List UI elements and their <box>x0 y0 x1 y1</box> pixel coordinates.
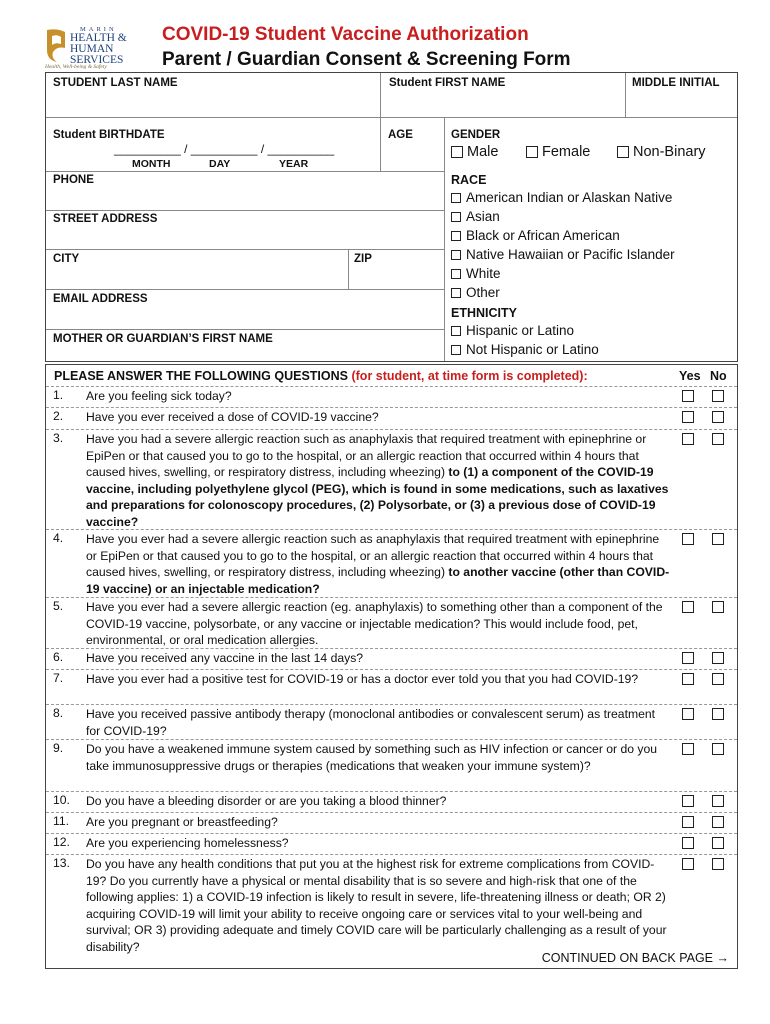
question-text: Have you ever had a severe allergic reaction (eg. anaphylaxis) to something other than a component of the COVID-19 vaccine, polysorbate, or any vaccine or injectable medication? This would include food, pet, environmental, or oral medication allergies. <box>86 600 663 647</box>
checkbox-icon[interactable] <box>451 212 461 222</box>
logo-tagline: Health, Well-being & Safety <box>45 64 107 70</box>
no-checkbox[interactable] <box>712 743 724 755</box>
divider <box>46 210 444 211</box>
birthdate-field[interactable]: Student BIRTHDATE <box>53 129 165 141</box>
last-name-field[interactable]: STUDENT LAST NAME <box>53 77 178 89</box>
checkbox-icon[interactable] <box>451 326 461 336</box>
question-text: Do you have a bleeding disorder or are you taking a blood thinner? <box>86 794 447 808</box>
question-text: Are you feeling sick today? <box>86 389 232 403</box>
question-text: Do you have any health conditions that put you at the highest risk for extreme complications from COVID-19? Do you currently have a physical or mental disability that is so severe and high-risk that one of the following applies: 1) a COVID-19 infection is likely to result in severe, life-threatening illness or death; OR 2) acquiring COVID-19 will limit your ability to receive ongoing care or services vital to your well-being and survival; OR 3) providing adequate and timely COVID care will be particularly challenging as a result of your disability? <box>86 857 667 954</box>
question-number: 4. <box>53 531 64 545</box>
no-checkbox[interactable] <box>712 390 724 402</box>
question-number: 5. <box>53 599 64 613</box>
race-option[interactable] <box>451 209 500 224</box>
question-text <box>86 531 672 597</box>
gender-label: GENDER <box>451 129 501 141</box>
gender-option-male[interactable] <box>451 144 498 160</box>
ethnicity-label: ETHNICITY <box>451 306 517 320</box>
street-address-field[interactable]: STREET ADDRESS <box>53 213 158 225</box>
yes-checkbox[interactable] <box>682 433 694 445</box>
checkbox-icon[interactable] <box>617 146 629 158</box>
yes-checkbox[interactable] <box>682 795 694 807</box>
question-row <box>46 429 737 529</box>
question-text: Have you ever received a dose of COVID-19 vaccine? <box>86 410 379 424</box>
divider <box>46 329 444 330</box>
question-text: Do you have a weakened immune system caused by something such as HIV infection or cancer or do you take immunosuppressive drugs or therapies (medications that weaken your immune system)? <box>86 742 658 773</box>
yes-checkbox[interactable] <box>682 743 694 755</box>
first-name-field[interactable]: Student FIRST NAME <box>389 77 506 89</box>
no-checkbox[interactable] <box>712 837 724 849</box>
no-checkbox[interactable] <box>712 708 724 720</box>
logo-marin: MARIN <box>80 26 117 33</box>
email-field[interactable]: EMAIL ADDRESS <box>53 293 148 305</box>
race-option-label: Native Hawaiian or Pacific Islander <box>466 247 675 262</box>
year-label: YEAR <box>279 158 309 170</box>
ethnicity-option-label: Not Hispanic or Latino <box>466 342 599 357</box>
question-text-main: Have you ever had a severe allergic reaction such as anaphylaxis that required treatment with epinephrine or EpiPen or that caused you to go to the hospital, or an allergic reaction that occurred within 4 hours that caused hives, swelling, or respiratory distress, including wheezing) <box>86 532 660 579</box>
question-text: Have you ever had a positive test for COVID-19 or has a doctor ever told you that you had COVID-19? <box>86 672 639 686</box>
form-title: COVID-19 Student Vaccine Authorization <box>162 24 529 45</box>
race-label: RACE <box>451 173 487 187</box>
zip-field[interactable]: ZIP <box>354 253 372 265</box>
questions-header-text: PLEASE ANSWER THE FOLLOWING QUESTIONS <box>54 369 348 383</box>
gender-option-label: Female <box>542 144 591 160</box>
middle-initial-field[interactable]: MIDDLE INITIAL <box>632 77 720 89</box>
question-row <box>46 597 737 648</box>
race-option[interactable] <box>451 190 672 205</box>
question-row <box>46 648 737 669</box>
race-option[interactable] <box>451 266 501 281</box>
question-number: 6. <box>53 650 64 664</box>
question-number: 1. <box>53 388 64 402</box>
question-row <box>46 833 737 854</box>
checkbox-icon[interactable] <box>451 288 461 298</box>
race-option[interactable] <box>451 228 620 243</box>
checkbox-icon[interactable] <box>451 250 461 260</box>
day-label: DAY <box>209 158 231 170</box>
no-checkbox[interactable] <box>712 601 724 613</box>
divider <box>348 249 349 289</box>
question-text <box>86 431 672 530</box>
ethnicity-option[interactable] <box>451 323 574 338</box>
guardian-name-field[interactable]: MOTHER OR GUARDIAN’S FIRST NAME <box>53 333 273 345</box>
continued-note: CONTINUED ON BACK PAGE → <box>541 951 729 965</box>
question-row <box>46 407 737 429</box>
screening-questions <box>45 364 738 969</box>
question-text-main: Have you had a severe allergic reaction such as anaphylaxis that required treatment with epinephrine or EpiPen or that caused you to go to the hospital, or an allergic reaction that occurred within 4 hours that caused hives, swelling, or respiratory distress, including wheezing) <box>86 432 647 479</box>
divider <box>380 73 381 171</box>
question-row <box>46 386 737 407</box>
question-number: 12. <box>53 835 70 849</box>
yes-checkbox[interactable] <box>682 673 694 685</box>
yes-checkbox[interactable] <box>682 533 694 545</box>
question-text-emphasis: to another vaccine (other than COVID-19 vaccine) or an injectable medication? <box>86 565 670 596</box>
yes-checkbox[interactable] <box>682 601 694 613</box>
question-row <box>46 704 737 739</box>
question-number: 11. <box>53 814 70 828</box>
ethnicity-option[interactable] <box>451 342 599 357</box>
no-column-header: No <box>710 369 727 383</box>
yes-column-header: Yes <box>679 369 701 383</box>
checkbox-icon[interactable] <box>451 146 463 158</box>
divider <box>444 117 445 361</box>
divider <box>46 117 737 118</box>
question-number: 2. <box>53 409 64 423</box>
gender-option-label: Non-Binary <box>633 144 706 160</box>
no-checkbox[interactable] <box>712 816 724 828</box>
question-row <box>46 791 737 812</box>
question-number: 9. <box>53 741 64 755</box>
question-text: Have you received passive antibody therapy (monoclonal antibodies or convalescent serum) as treatment for COVID-19? <box>86 707 656 738</box>
race-option[interactable] <box>451 247 675 262</box>
checkbox-icon[interactable] <box>451 269 461 279</box>
gender-option-female[interactable] <box>526 144 590 160</box>
birthdate-blanks[interactable]: __________ / __________ / __________ <box>114 142 335 156</box>
ethnicity-option-label: Hispanic or Latino <box>466 323 575 338</box>
race-option-label: White <box>466 266 501 281</box>
question-row <box>46 739 737 791</box>
gender-option-nonbinary[interactable] <box>617 144 706 160</box>
yes-checkbox[interactable] <box>682 652 694 664</box>
questions-header <box>54 369 588 383</box>
age-field[interactable]: AGE <box>388 129 413 141</box>
no-checkbox[interactable] <box>712 795 724 807</box>
divider <box>625 73 626 117</box>
no-checkbox[interactable] <box>712 858 724 870</box>
city-field[interactable]: CITY <box>53 253 80 265</box>
student-info-grid <box>45 72 738 362</box>
question-text: Have you received any vaccine in the last 14 days? <box>86 651 364 665</box>
question-text-emphasis: to (1) a component of the COVID-19 vaccine, including polyethylene glycol (PEG), which is found in some medications, such as laxatives and preparations for colonoscopy procedures, (2) Polysorbate, or (3) a previous dose of COVID-19 vaccine? <box>86 465 669 529</box>
checkbox-icon[interactable] <box>451 231 461 241</box>
race-option-label: Other <box>466 285 500 300</box>
race-option[interactable] <box>451 285 500 300</box>
divider <box>46 171 444 172</box>
checkbox-icon[interactable] <box>526 146 538 158</box>
divider <box>46 249 444 250</box>
gender-option-label: Male <box>467 144 499 160</box>
divider <box>46 289 444 290</box>
race-option-label: American Indian or Alaskan Native <box>466 190 673 205</box>
marin-hhs-logo <box>45 26 145 72</box>
no-checkbox[interactable] <box>712 652 724 664</box>
question-row <box>46 812 737 833</box>
yes-checkbox[interactable] <box>682 816 694 828</box>
question-row <box>46 669 737 704</box>
logo-line-3: HUMAN <box>70 43 114 55</box>
question-row <box>46 529 737 597</box>
question-number: 8. <box>53 706 64 720</box>
question-number: 10. <box>53 793 70 807</box>
question-text: Are you experiencing homelessness? <box>86 836 289 850</box>
no-checkbox[interactable] <box>712 411 724 423</box>
race-option-label: Black or African American <box>466 228 620 243</box>
question-number: 7. <box>53 671 64 685</box>
yes-checkbox[interactable] <box>682 837 694 849</box>
form-subtitle: Parent / Guardian Consent & Screening Form <box>162 49 571 70</box>
question-number: 13. <box>53 856 70 870</box>
logo-mark-icon <box>45 28 67 64</box>
question-number: 3. <box>53 431 64 445</box>
phone-field[interactable]: PHONE <box>53 174 94 186</box>
no-checkbox[interactable] <box>712 433 724 445</box>
no-checkbox[interactable] <box>712 533 724 545</box>
yes-checkbox[interactable] <box>682 708 694 720</box>
yes-checkbox[interactable] <box>682 390 694 402</box>
question-text: Are you pregnant or breastfeeding? <box>86 815 278 829</box>
month-label: MONTH <box>132 158 171 170</box>
race-option-label: Asian <box>466 209 500 224</box>
logo-wordmark <box>70 26 127 66</box>
yes-checkbox[interactable] <box>682 411 694 423</box>
question-row <box>46 854 737 954</box>
questions-header-note: (for student, at time form is completed): <box>351 369 588 383</box>
logo-line-4: SERVICES <box>70 54 124 66</box>
logo-line-2: HEALTH & <box>70 32 127 44</box>
checkbox-icon[interactable] <box>451 345 461 355</box>
no-checkbox[interactable] <box>712 673 724 685</box>
checkbox-icon[interactable] <box>451 193 461 203</box>
yes-checkbox[interactable] <box>682 858 694 870</box>
